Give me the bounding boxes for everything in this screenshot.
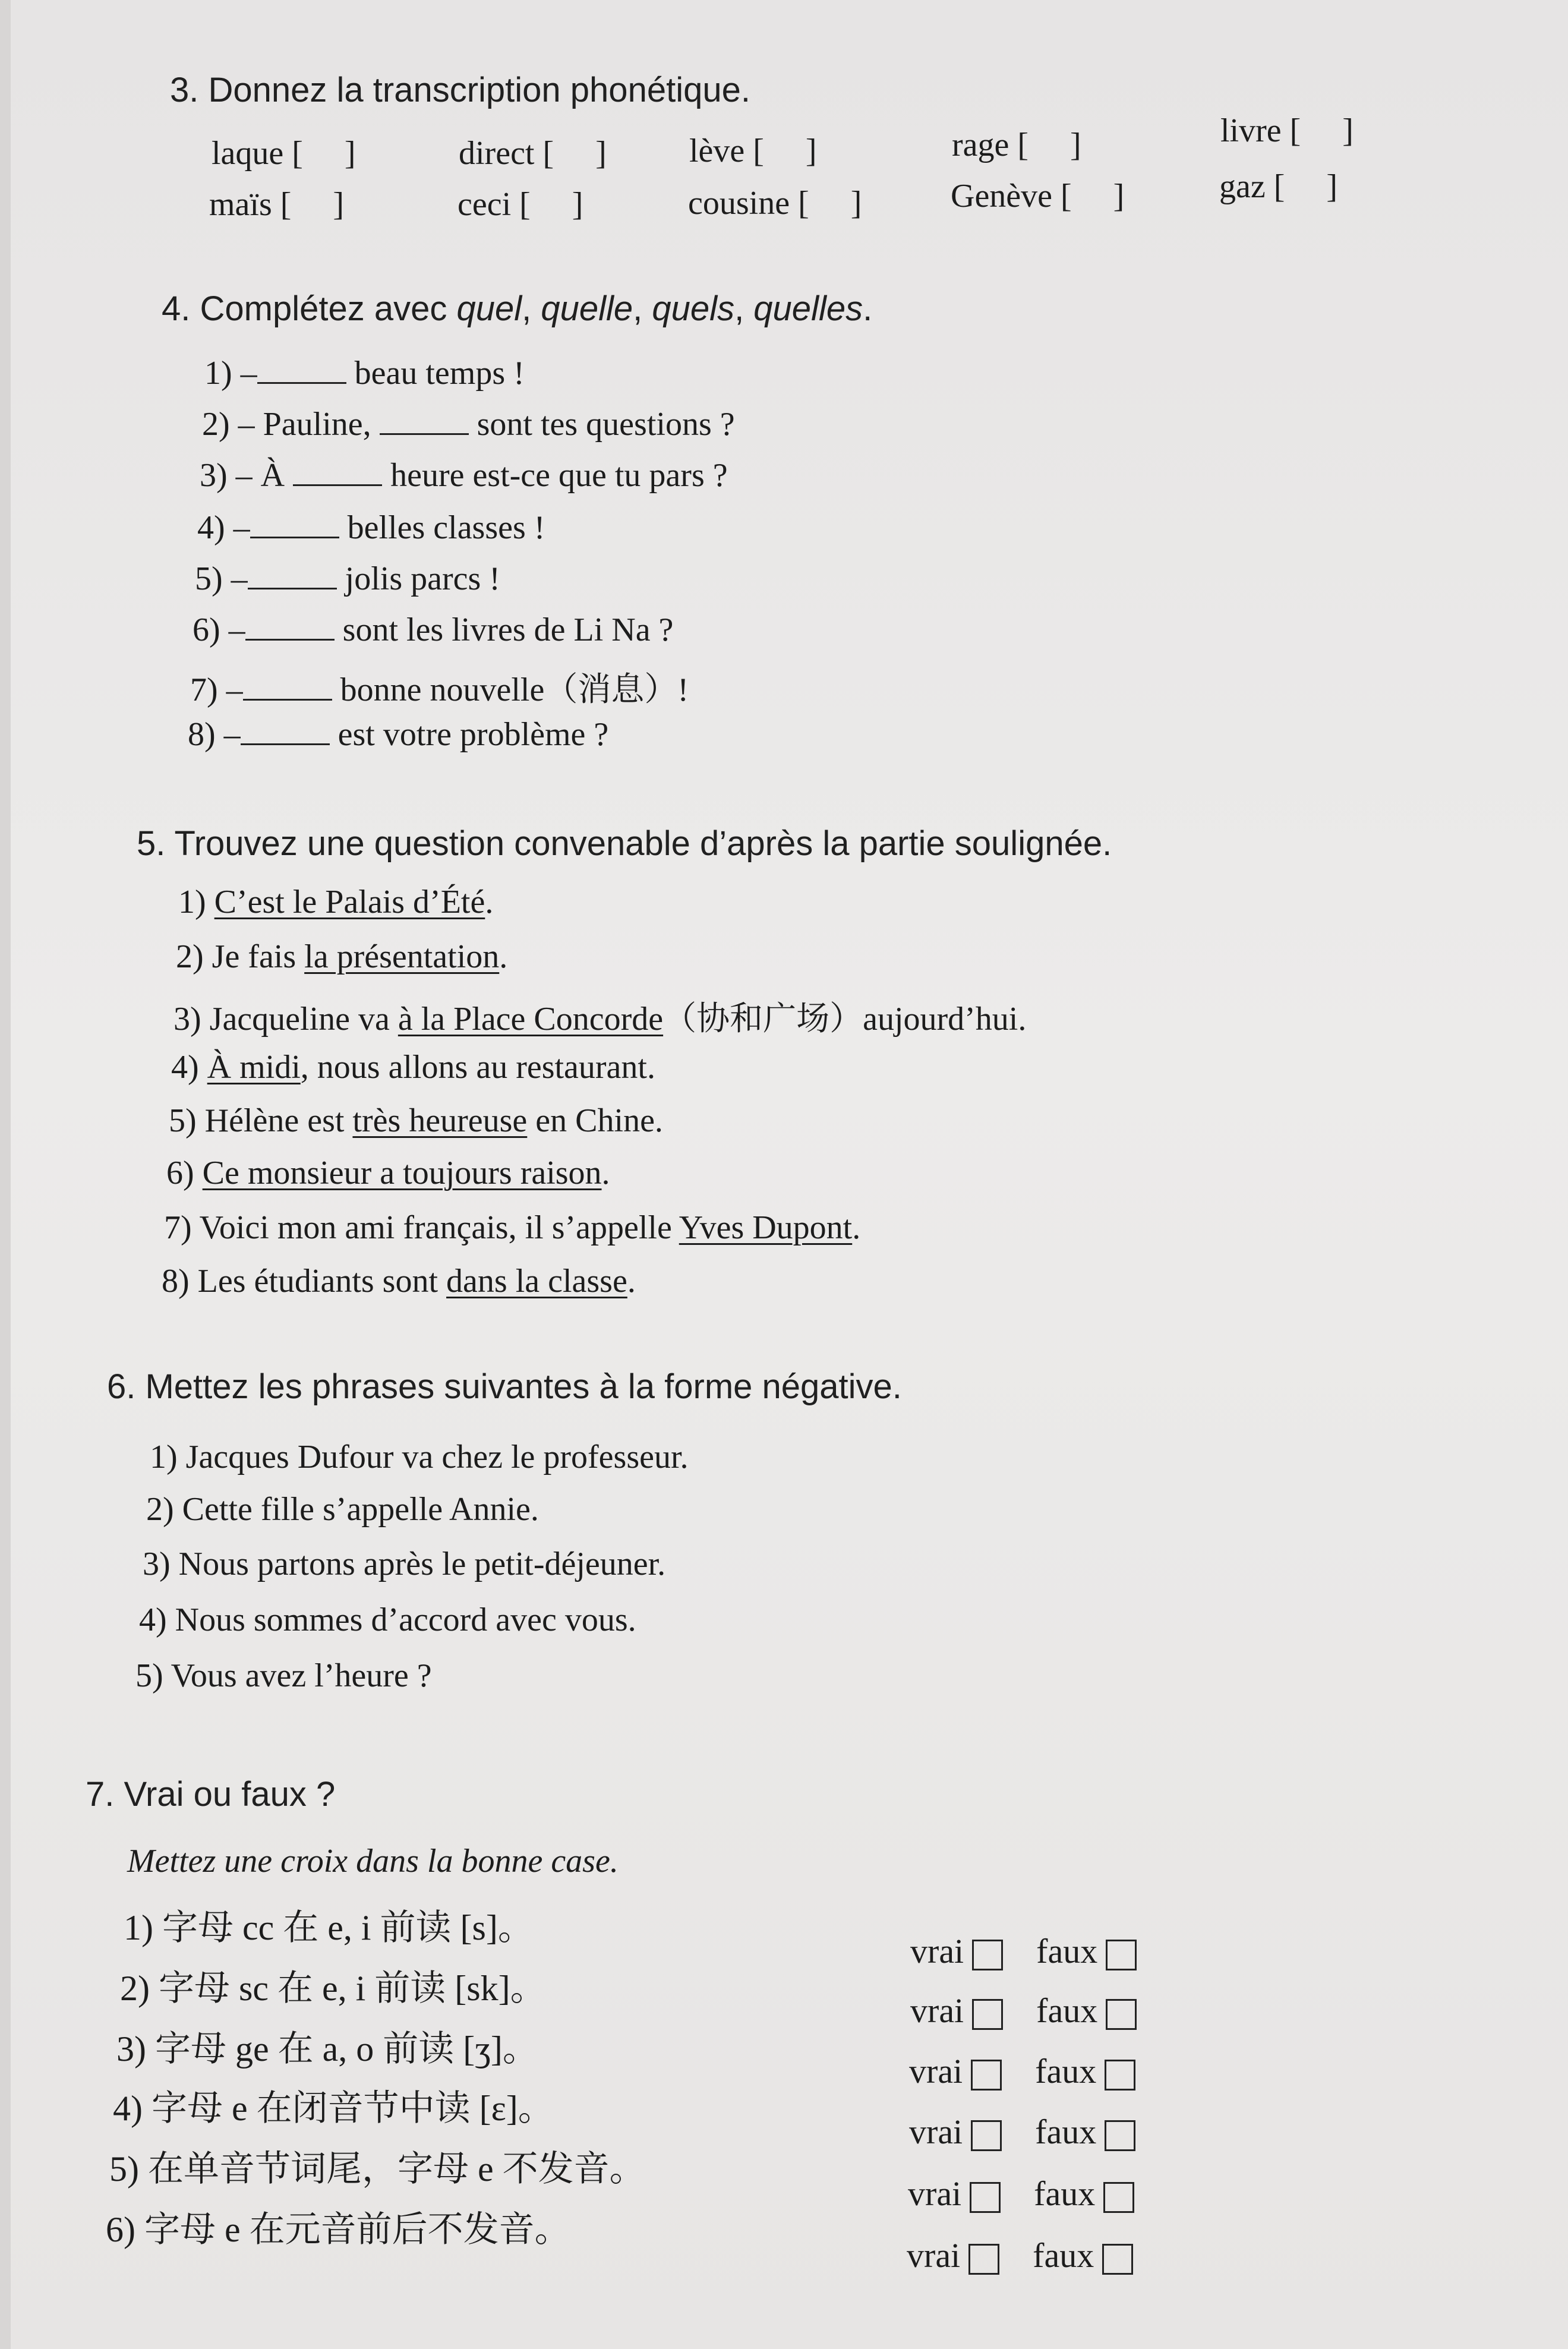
word-direct: direct [ ] — [459, 135, 607, 172]
ex5-item-7: 7) Voici mon ami français, il s’appelle Yves Dupont. — [164, 1209, 861, 1246]
fill-blank[interactable] — [257, 358, 346, 384]
exercise-6-title: 6. Mettez les phrases suivantes à la forme négative. — [107, 1367, 902, 1406]
ex7-item-3: 3) 字母 ge 在 a, o 前读 [ʒ]。 — [116, 2029, 538, 2069]
ex4-item-4: 4) – belles classes ! — [197, 509, 545, 546]
ex7-item-4: 4) 字母 e 在闭音节中读 [ɛ]。 — [113, 2089, 554, 2128]
ex5-item-6: 6) Ce monsieur a toujours raison. — [166, 1155, 610, 1191]
ex4-item-3: 3) – À heure est-ce que tu pars ? — [200, 457, 728, 494]
ex4-item-5: 5) – jolis parcs ! — [195, 560, 500, 597]
ex6-item-5: 5) Vous avez l’heure ? — [135, 1657, 432, 1694]
ex7-choice-row-4: vrai faux — [909, 2112, 1135, 2152]
vrai-checkbox[interactable] — [968, 2244, 999, 2275]
ex5-item-4: 4) À midi, nous allons au restaurant. — [171, 1049, 655, 1086]
word-ceci: ceci [ ] — [458, 186, 583, 223]
faux-checkbox[interactable] — [1103, 2182, 1134, 2213]
word-cousine: cousine [ ] — [688, 185, 862, 222]
ex4-item-7: 7) – bonne nouvelle（消息）! — [190, 671, 689, 708]
faux-checkbox[interactable] — [1105, 2060, 1135, 2091]
ex6-item-4: 4) Nous sommes d’accord avec vous. — [139, 1601, 636, 1638]
word-gaz: gaz [ ] — [1219, 168, 1338, 205]
faux-checkbox[interactable] — [1106, 1940, 1137, 1970]
ex7-choice-row-3: vrai faux — [909, 2051, 1135, 2091]
ex5-item-3: 3) Jacqueline va à la Place Concorde（协和广场）aujourd’hui. — [173, 1001, 1027, 1038]
page-edge — [0, 0, 11, 2349]
ex7-choice-row-6: vrai faux — [907, 2236, 1133, 2275]
ex5-item-1: 1) C’est le Palais d’Été. — [178, 884, 494, 920]
ex7-item-5: 5) 在单音节词尾，字母 e 不发音。 — [109, 2149, 645, 2189]
fill-blank[interactable] — [245, 615, 335, 641]
ex4-item-6: 6) – sont les livres de Li Na ? — [193, 611, 674, 648]
ex6-item-1: 1) Jacques Dufour va chez le professeur. — [150, 1439, 689, 1475]
ex6-item-3: 3) Nous partons après le petit-déjeuner. — [143, 1546, 666, 1582]
word-mais: maïs [ ] — [209, 186, 345, 223]
faux-checkbox[interactable] — [1105, 2120, 1135, 2151]
ex5-item-8: 8) Les étudiants sont dans la classe. — [162, 1263, 636, 1300]
exercise-5-title: 5. Trouvez une question convenable d’après la partie soulignée. — [137, 824, 1112, 863]
exercise-7-title: 7. Vrai ou faux ? — [86, 1775, 336, 1814]
word-rage: rage [ ] — [952, 127, 1081, 163]
ex5-item-5: 5) Hélène est très heureuse en Chine. — [169, 1102, 663, 1139]
word-leve: lève [ ] — [689, 133, 817, 169]
fill-blank[interactable] — [250, 513, 339, 538]
fill-blank[interactable] — [380, 409, 469, 435]
vrai-checkbox[interactable] — [971, 2120, 1002, 2151]
ex7-instruction: Mettez une croix dans la bonne case. — [127, 1843, 619, 1880]
vrai-checkbox[interactable] — [972, 1940, 1003, 1970]
ex5-item-2: 2) Je fais la présentation. — [176, 938, 508, 975]
ex7-choice-row-2: vrai faux — [910, 1991, 1137, 2030]
faux-checkbox[interactable] — [1102, 2244, 1133, 2275]
fill-blank[interactable] — [293, 461, 382, 486]
ex4-item-1: 1) – beau temps ! — [204, 355, 525, 392]
ex4-item-8: 8) – est votre problème ? — [188, 716, 609, 753]
ex7-choice-row-5: vrai faux — [908, 2174, 1134, 2214]
faux-checkbox[interactable] — [1106, 1999, 1137, 2030]
word-geneve: Genève [ ] — [951, 178, 1125, 215]
ex4-item-2: 2) – Pauline, sont tes questions ? — [202, 406, 735, 443]
ex6-item-2: 2) Cette fille s’appelle Annie. — [146, 1491, 539, 1528]
ex7-choice-row-1: vrai faux — [910, 1931, 1137, 1971]
exercise-3-title: 3. Donnez la transcription phonétique. — [170, 71, 750, 109]
fill-blank[interactable] — [241, 720, 330, 745]
word-livre: livre [ ] — [1220, 112, 1354, 149]
ex7-item-1: 1) 字母 cc 在 e, i 前读 [s]。 — [124, 1908, 534, 1947]
ex7-item-6: 6) 字母 e 在元音前后不发音。 — [106, 2210, 570, 2249]
exercise-4-title: 4. Complétez avec quel, quelle, quels, quelles. — [162, 289, 873, 328]
word-laque: laque [ ] — [212, 135, 356, 172]
ex7-item-2: 2) 字母 sc 在 e, i 前读 [sk]。 — [120, 1969, 546, 2008]
vrai-checkbox[interactable] — [970, 2182, 1001, 2213]
fill-blank[interactable] — [248, 564, 337, 589]
fill-blank[interactable] — [243, 675, 332, 701]
vrai-checkbox[interactable] — [972, 1999, 1003, 2030]
vrai-checkbox[interactable] — [971, 2060, 1002, 2091]
